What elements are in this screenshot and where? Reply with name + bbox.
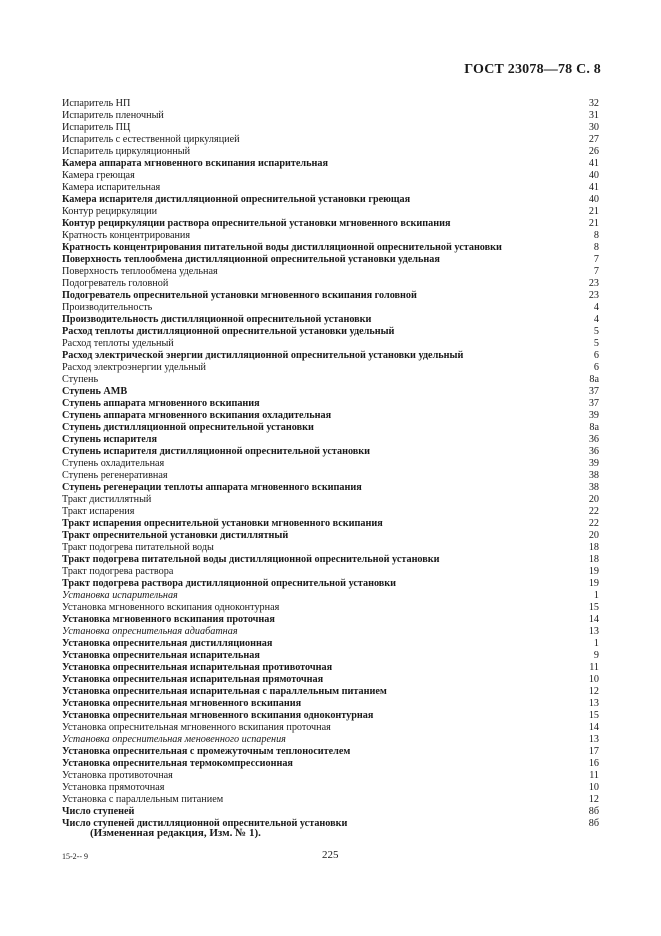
index-page-ref: 36 — [588, 434, 599, 445]
index-term: Ступень испарителя — [62, 434, 158, 445]
index-term: Ступень аппарата мгновенного вскипания — [62, 398, 260, 409]
index-entry — [62, 542, 599, 554]
index-page-ref: 12 — [588, 686, 599, 697]
index-entry — [62, 218, 599, 230]
index-entry — [62, 170, 599, 182]
index-term: Производительность дистилляционной опреснительной установки — [62, 314, 372, 325]
index-page-ref: 21 — [588, 218, 599, 229]
index-page-ref: 8 — [593, 230, 599, 241]
index-entry — [62, 362, 599, 374]
index-entry — [62, 746, 599, 758]
index-page-ref: 23 — [588, 278, 599, 289]
index-term: Контур рециркуляции раствора опреснительной установки мгновенного вскипания — [62, 218, 451, 229]
amendment-note: (Измененная редакция, Изм. № 1). — [90, 827, 261, 839]
index-entry — [62, 506, 599, 518]
index-term: Расход теплоты удельный — [62, 338, 174, 349]
index-entry — [62, 782, 599, 794]
index-page-ref: 41 — [588, 182, 599, 193]
index-entry — [62, 422, 599, 434]
index-term: Камера греющая — [62, 170, 135, 181]
index-term: Испаритель пленочный — [62, 110, 164, 121]
index-term: Установка опреснительная испарительная — [62, 650, 260, 661]
index-page-ref: 4 — [593, 302, 599, 313]
index-page-ref: 13 — [588, 626, 599, 637]
index-entry — [62, 626, 599, 638]
index-term: Установка опреснительная адиабатная — [62, 626, 238, 637]
index-page-ref: 5 — [593, 326, 599, 337]
index-term: Установка противоточная — [62, 770, 173, 781]
index-entry — [62, 146, 599, 158]
index-entry — [62, 374, 599, 386]
index-page-ref: 6 — [593, 350, 599, 361]
index-term: Установка с параллельным питанием — [62, 794, 224, 805]
index-entry — [62, 710, 599, 722]
index-page-ref: 23 — [588, 290, 599, 301]
index-entry — [62, 662, 599, 674]
index-page-ref: 15 — [588, 710, 599, 721]
index-page-ref: 18 — [588, 554, 599, 565]
index-page-ref: 16 — [588, 758, 599, 769]
index-page-ref: 8б — [588, 818, 599, 829]
index-page-ref: 1 — [593, 638, 599, 649]
index-term: Тракт подогрева питательной воды дистилляционной опреснительной установки — [62, 554, 440, 565]
index-term: Камера испарителя дистилляционной опреснительной установки греющая — [62, 194, 411, 205]
index-page-ref: 27 — [588, 134, 599, 145]
index-term: Ступень регенерации теплоты аппарата мгновенного вскипания — [62, 482, 362, 493]
index-entry — [62, 386, 599, 398]
index-entry — [62, 182, 599, 194]
index-term: Тракт опреснительной установки дистиллятный — [62, 530, 289, 541]
index-entry — [62, 674, 599, 686]
index-page-ref: 38 — [588, 482, 599, 493]
index-page-ref: 17 — [588, 746, 599, 757]
index-page-ref: 8б — [588, 806, 599, 817]
index-term: Число ступеней — [62, 806, 135, 817]
index-page-ref: 39 — [588, 458, 599, 469]
index-page-ref: 26 — [588, 146, 599, 157]
index-entry — [62, 326, 599, 338]
index-page-ref: 10 — [588, 674, 599, 685]
printer-code: 15-2-- 9 — [62, 852, 88, 861]
index-term: Кратность концентрирования питательной воды дистилляционной опреснительной установки — [62, 242, 502, 253]
index-term: Тракт дистиллятный — [62, 494, 152, 505]
index-term: Испаритель НП — [62, 98, 131, 109]
index-term: Тракт испарения опреснительной установки мгновенного вскипания — [62, 518, 383, 529]
index-page-ref: 10 — [588, 782, 599, 793]
index-page-ref: 19 — [588, 566, 599, 577]
index-page-ref: 5 — [593, 338, 599, 349]
index-entry — [62, 398, 599, 410]
index-term: Поверхность теплообмена удельная — [62, 266, 218, 277]
index-page-ref: 36 — [588, 446, 599, 457]
index-page-ref: 6 — [593, 362, 599, 373]
page-number: 225 — [322, 849, 339, 861]
index-page-ref: 14 — [588, 614, 599, 625]
index-page-ref: 12 — [588, 794, 599, 805]
index-term: Ступень — [62, 374, 99, 385]
index-entry — [62, 254, 599, 266]
index-term: Ступень охладительная — [62, 458, 165, 469]
index-entry — [62, 206, 599, 218]
index-term: Ступень испарителя дистилляционной опреснительной установки — [62, 446, 371, 457]
index-term: Ступень регенеративная — [62, 470, 168, 481]
index-entry — [62, 530, 599, 542]
index-entry — [62, 98, 599, 110]
index-page-ref: 8а — [589, 422, 599, 433]
index-term: Установка прямоточная — [62, 782, 165, 793]
index-entry — [62, 758, 599, 770]
index-entry — [62, 194, 599, 206]
document-header: ГОСТ 23078—78 С. 8 — [464, 62, 601, 77]
index-entry — [62, 566, 599, 578]
index-term: Поверхность теплообмена дистилляционной опреснительной установки удельная — [62, 254, 440, 265]
index-entry — [62, 158, 599, 170]
index-entry — [62, 290, 599, 302]
index-entry — [62, 446, 599, 458]
index-term: Число ступеней дистилляционной опреснительной установки — [62, 818, 348, 829]
index-term: Установка опреснительная термокомпрессионная — [62, 758, 293, 769]
index-entry — [62, 578, 599, 590]
index-page-ref: 40 — [588, 194, 599, 205]
index-term: Установка мгновенного вскипания проточная — [62, 614, 275, 625]
index-term: Установка опреснительная испарительная противоточная — [62, 662, 333, 673]
index-page-ref: 13 — [588, 698, 599, 709]
index-page-ref: 18 — [588, 542, 599, 553]
index-entry — [62, 602, 599, 614]
index-entry — [62, 806, 599, 818]
index-term: Ступень АМВ — [62, 386, 128, 397]
index-entry — [62, 350, 599, 362]
index-page-ref: 22 — [588, 518, 599, 529]
index-term: Расход электрической энергии дистилляционной опреснительной установки удельный — [62, 350, 464, 361]
index-entry — [62, 794, 599, 806]
index-entry — [62, 494, 599, 506]
index-page-ref: 15 — [588, 602, 599, 613]
index-entry — [62, 266, 599, 278]
index-term: Подогреватель головной — [62, 278, 169, 289]
index-term: Установка опреснительная мгновенного вскипания проточная — [62, 722, 331, 733]
index-page-ref: 41 — [588, 158, 599, 169]
index-term: Установка опреснительная мгновенного вскипания одноконтурная — [62, 710, 374, 721]
index-page-ref: 9 — [593, 650, 599, 661]
index-entry — [62, 338, 599, 350]
index-page-ref: 19 — [588, 578, 599, 589]
index-term: Установка опреснительная с промежуточным теплоносителем — [62, 746, 351, 757]
index-entry — [62, 314, 599, 326]
index-term: Производительность — [62, 302, 153, 313]
index-page-ref: 37 — [588, 386, 599, 397]
index-page-ref: 40 — [588, 170, 599, 181]
index-entry — [62, 458, 599, 470]
index-term: Установка опреснительная меновенного испарения — [62, 734, 286, 745]
index-entry — [62, 434, 599, 446]
index-page-ref: 37 — [588, 398, 599, 409]
index-term: Расход теплоты дистилляционной опреснительной установки удельный — [62, 326, 395, 337]
index-entry — [62, 650, 599, 662]
index-entry — [62, 614, 599, 626]
index-entry — [62, 482, 599, 494]
index-entry — [62, 278, 599, 290]
index-page-ref: 38 — [588, 470, 599, 481]
index-term: Установка опреснительная дистилляционная — [62, 638, 273, 649]
index-term: Испаритель ПЦ — [62, 122, 131, 133]
index-page-ref: 22 — [588, 506, 599, 517]
index-entry — [62, 410, 599, 422]
index-term: Установка мгновенного вскипания одноконтурная — [62, 602, 280, 613]
index-page-ref: 20 — [588, 530, 599, 541]
index-term: Ступень дистилляционной опреснительной установки — [62, 422, 314, 433]
index-term: Установка испарительная — [62, 590, 178, 601]
index-page-ref: 7 — [593, 254, 599, 265]
index-page-ref: 7 — [593, 266, 599, 277]
index-page-ref: 8 — [593, 242, 599, 253]
index-entry — [62, 134, 599, 146]
index-term: Установка опреснительная испарительная прямоточная — [62, 674, 324, 685]
index-page-ref: 1 — [593, 590, 599, 601]
index-term: Камера аппарата мгновенного вскипания испарительная — [62, 158, 328, 169]
index-page-ref: 4 — [593, 314, 599, 325]
index-term: Ступень аппарата мгновенного вскипания охладительная — [62, 410, 332, 421]
index-entry — [62, 686, 599, 698]
index-term: Испаритель циркуляционный — [62, 146, 191, 157]
index-entry — [62, 518, 599, 530]
index-page-ref: 8а — [589, 374, 599, 385]
index-entry — [62, 554, 599, 566]
index-page-ref: 14 — [588, 722, 599, 733]
index-page-ref: 32 — [588, 98, 599, 109]
alphabetical-index — [62, 98, 599, 830]
index-page-ref: 11 — [589, 662, 599, 673]
index-entry — [62, 590, 599, 602]
index-term: Тракт подогрева раствора — [62, 566, 174, 577]
index-entry — [62, 734, 599, 746]
index-term: Контур рециркуляции — [62, 206, 158, 217]
index-page-ref: 31 — [588, 110, 599, 121]
index-entry — [62, 230, 599, 242]
index-page-ref: 39 — [588, 410, 599, 421]
index-page-ref: 11 — [589, 770, 599, 781]
index-page-ref: 13 — [588, 734, 599, 745]
index-term: Установка опреснительная мгновенного вскипания — [62, 698, 302, 709]
index-page-ref: 30 — [588, 122, 599, 133]
index-entry — [62, 770, 599, 782]
index-term: Тракт испарения — [62, 506, 135, 517]
index-entry — [62, 122, 599, 134]
index-entry — [62, 722, 599, 734]
index-page-ref: 20 — [588, 494, 599, 505]
index-entry — [62, 110, 599, 122]
index-term: Тракт подогрева питательной воды — [62, 542, 214, 553]
index-term: Подогреватель опреснительной установки мгновенного вскипания головной — [62, 290, 417, 301]
index-entry — [62, 470, 599, 482]
index-term: Тракт подогрева раствора дистилляционной опреснительной установки — [62, 578, 397, 589]
index-term: Расход электроэнергии удельный — [62, 362, 207, 373]
index-page-ref: 21 — [588, 206, 599, 217]
index-entry — [62, 638, 599, 650]
index-term: Камера испарительная — [62, 182, 161, 193]
index-entry — [62, 242, 599, 254]
index-term: Установка опреснительная испарительная с параллельным питанием — [62, 686, 387, 697]
index-entry — [62, 302, 599, 314]
index-term: Испаритель с естественной циркуляцией — [62, 134, 240, 145]
index-entry — [62, 698, 599, 710]
index-term: Кратность концентрирования — [62, 230, 191, 241]
